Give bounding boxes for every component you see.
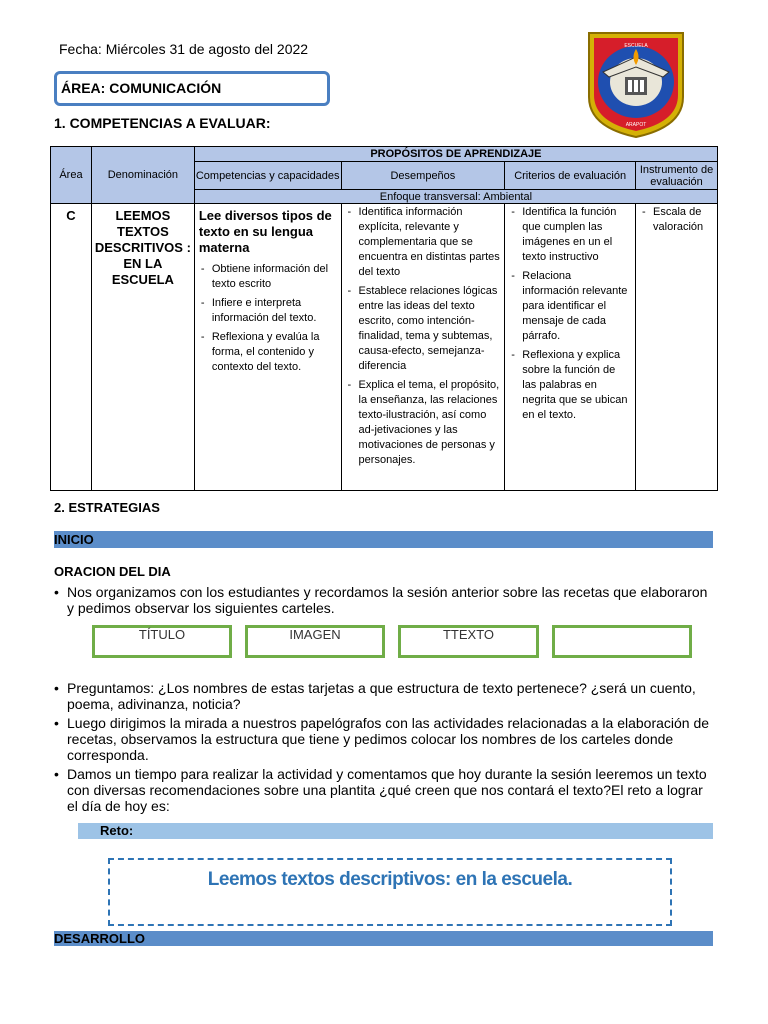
list-item: - Escala de valoración: [640, 205, 713, 235]
area-title-box: ÁREA: COMUNICACIÓN: [54, 71, 330, 106]
card-empty: [552, 625, 692, 658]
list-item: - Infiere e interpreta información del texto.: [199, 296, 337, 326]
list-item: - Establece relaciones lógicas entre las ideas del texto escrito, como intención-finalidad, tema y subtemas, causa-efecto, semejanza-diferencia: [346, 284, 501, 374]
list-item: - Reflexiona y explica sobre la función de las palabras en negrita que se ubican en el texto.: [509, 348, 631, 423]
cell-competencias: [194, 204, 341, 491]
instrumento-list: [640, 205, 713, 235]
header-competencias: Competencias y capacidades: [194, 162, 341, 190]
cell-desempenos: [341, 204, 505, 491]
date-line: Fecha: Miércoles 31 de agosto del 2022: [59, 41, 309, 57]
cell-criterios: [505, 204, 636, 491]
svg-text:ESCUELA: ESCUELA: [624, 43, 648, 49]
list-item: • Preguntamos: ¿Los nombres de estas tarjetas a que estructura de texto pertenece? ¿será un cuento, poema, adivinanza, noticia?: [54, 680, 714, 712]
school-crest-logo: [583, 27, 689, 141]
capacidades-list: [199, 262, 337, 375]
enfoque-transversal: Enfoque transversal: Ambiental: [194, 190, 717, 204]
oracion-del-dia: ORACION DEL DIA: [54, 564, 171, 579]
section-2-title: 2. ESTRATEGIAS: [54, 500, 160, 515]
list-item: • Damos un tiempo para realizar la actividad y comentamos que hoy durante la sesión leeremos un texto con diversas recomendaciones sobre una plantita ¿qué creen que nos contará el texto?El reto a lograr el día de hoy es:: [54, 766, 714, 814]
competencias-table: [50, 146, 718, 491]
list-item: - Obtiene información del texto escrito: [199, 262, 337, 292]
card-texto: TTEXTO: [398, 625, 539, 658]
reto-text: Leemos textos descriptivos: en la escuela.: [207, 869, 573, 890]
card-titulo: TÍTULO: [92, 625, 232, 658]
header-area: Área: [51, 147, 92, 204]
header-propositos: PROPÓSITOS DE APRENDIZAJE: [194, 147, 717, 162]
header-desempenos: Desempeños: [341, 162, 505, 190]
cell-denominacion: LEEMOS TEXTOS DESCRITIVOS : EN LA ESCUELA: [91, 204, 194, 491]
list-item: • Nos organizamos con los estudiantes y recordamos la sesión anterior sobre las recetas que elaboraron y pedimos observar los siguientes carteles.: [54, 584, 714, 616]
list-item: • Luego dirigimos la mirada a nuestros papelógrafos con las actividades relacionadas a la elaboración de recetas, observamos la estructura que tiene y pedimos colocar los nombres de los carteles donde corresponda.: [54, 715, 714, 763]
cell-area: C: [51, 204, 92, 491]
list-item: - Identifica la función que cumplen las imágenes en un el texto instructivo: [509, 205, 631, 265]
competencia-title: Lee diversos tipos de texto en su lengua materna: [198, 208, 332, 255]
list-item: - Relaciona información relevante para identificar el mensaje de cada párrafo.: [509, 269, 631, 344]
cell-instrumento: [636, 204, 718, 491]
svg-text:ARAPOT: ARAPOT: [625, 122, 647, 128]
header-denominacion: Denominación: [91, 147, 194, 204]
reto-band: [78, 823, 713, 839]
card-imagen: IMAGEN: [245, 625, 385, 658]
list-item: - Identifica información explícita, relevante y complementaria que se encuentra en distintas partes del texto: [346, 205, 501, 280]
desempenos-list: [346, 205, 501, 468]
criterios-list: [509, 205, 631, 423]
bullet-list-2: [54, 680, 714, 814]
inicio-band: INICIO: [54, 531, 713, 548]
header-criterios: Criterios de evaluación: [505, 162, 636, 190]
list-item: - Explica el tema, el propósito, la enseñanza, las relaciones texto-ilustración, así como ad-jetivaciones y las motivaciones de personas y personajes.: [346, 378, 501, 468]
section-1-title: 1. COMPETENCIAS A EVALUAR:: [54, 115, 271, 131]
bullet-list-1: [54, 584, 714, 616]
list-item: - Reflexiona y evalúa la forma, el contenido y contexto del texto.: [199, 330, 337, 375]
desarrollo-band: DESARROLLO: [54, 931, 713, 946]
reto-label: Reto:: [100, 823, 134, 838]
header-instrumento: Instrumento de evaluación: [636, 162, 718, 190]
